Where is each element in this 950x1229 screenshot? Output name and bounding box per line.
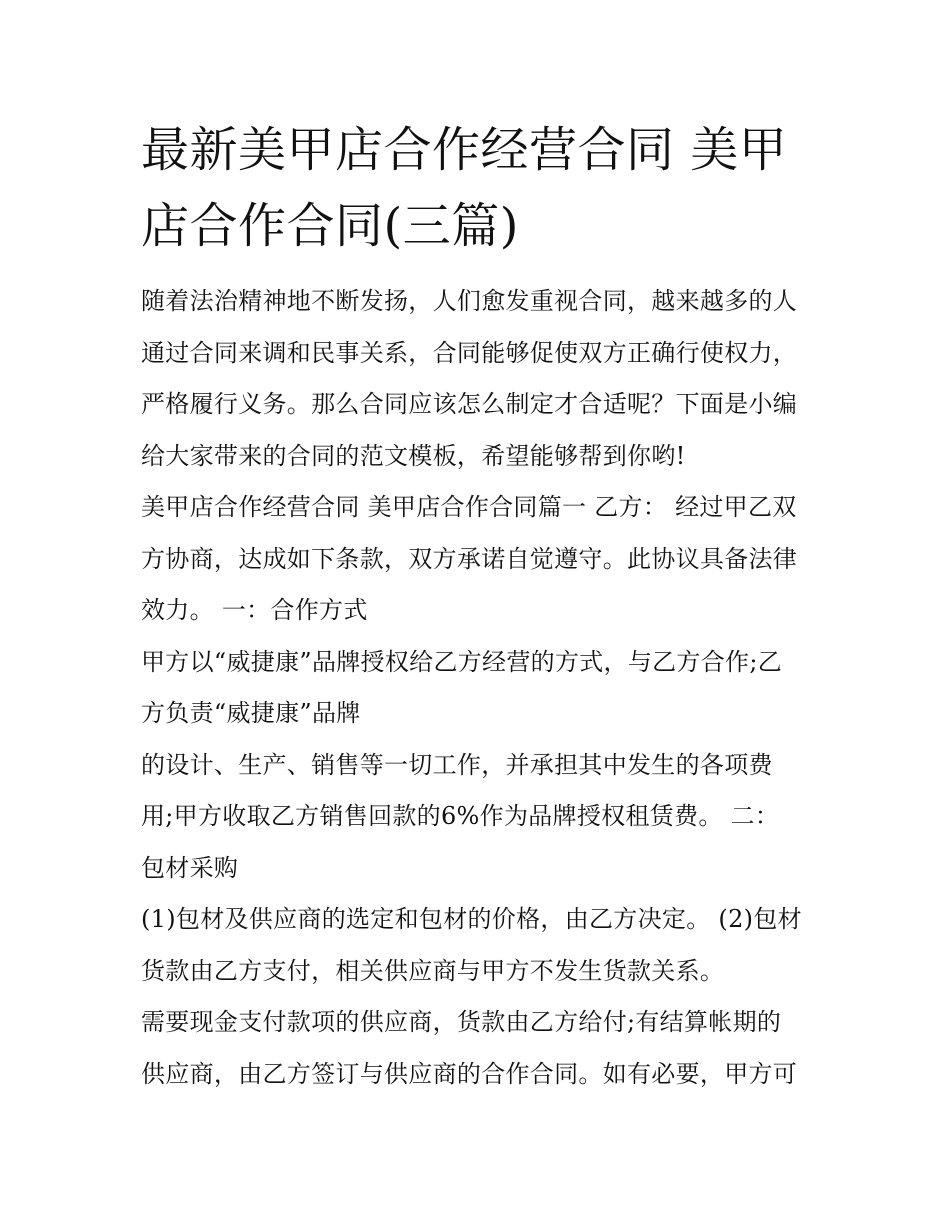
title-line: 店合作合同(三篇) bbox=[141, 198, 519, 254]
paragraph-payment bbox=[141, 997, 817, 1100]
text-line: 随着法治精神地不断发扬，人们愈发重视合同，越来越多的人 bbox=[141, 287, 798, 315]
paragraph-packaging-supplier bbox=[141, 894, 817, 997]
text-line: 给大家带来的合同的范文模板，希望能够帮到你哟! bbox=[141, 441, 686, 470]
text-line: 用;甲方收取乙方销售回款的6%作为品牌授权租赁费。 二： bbox=[141, 802, 780, 830]
text-line: 包材采购 bbox=[141, 853, 239, 882]
paragraph-responsibilities bbox=[141, 740, 817, 895]
text-line: 的设计、生产、销售等一切工作，并承担其中发生的各项费 bbox=[141, 750, 773, 779]
paragraph-contract-header bbox=[141, 482, 817, 637]
paragraph-intro bbox=[141, 276, 817, 482]
text-line: 供应商，由乙方签订与供应商的合作合同。如有必要，甲方可 bbox=[141, 1059, 798, 1088]
document-title bbox=[141, 112, 821, 264]
text-line: 方负责“威捷康”品牌 bbox=[141, 699, 361, 727]
document-body bbox=[141, 276, 817, 1100]
paragraph-cooperation-method bbox=[141, 637, 817, 740]
text-line: 货款由乙方支付，相关供应商与甲方不发生货款关系。 bbox=[141, 956, 725, 985]
text-line: 甲方以“威捷康”品牌授权给乙方经营的方式，与乙方合作;乙 bbox=[141, 647, 783, 676]
text-line: 效力。 一：合作方式 bbox=[141, 596, 368, 624]
text-line: 严格履行义务。那么合同应该怎么制定才合适呢？下面是小编 bbox=[141, 390, 798, 418]
text-line: 需要现金支付款项的供应商，货款由乙方给付;有结算帐期的 bbox=[141, 1008, 782, 1036]
text-line: 方协商，达成如下条款，双方承诺自觉遵守。此协议具备法律 bbox=[141, 544, 798, 573]
text-line: (1)包材及供应商的选定和包材的价格，由乙方决定。 (2)包材 bbox=[141, 905, 802, 933]
title-line: 最新美甲店合作经营合同 美甲 bbox=[141, 122, 788, 178]
text-line: 美甲店合作经营合同 美甲店合作合同篇一 乙方： 经过甲乙双 bbox=[141, 493, 797, 521]
text-line: 通过合同来调和民事关系，合同能够促使双方正确行使权力， bbox=[141, 338, 798, 367]
